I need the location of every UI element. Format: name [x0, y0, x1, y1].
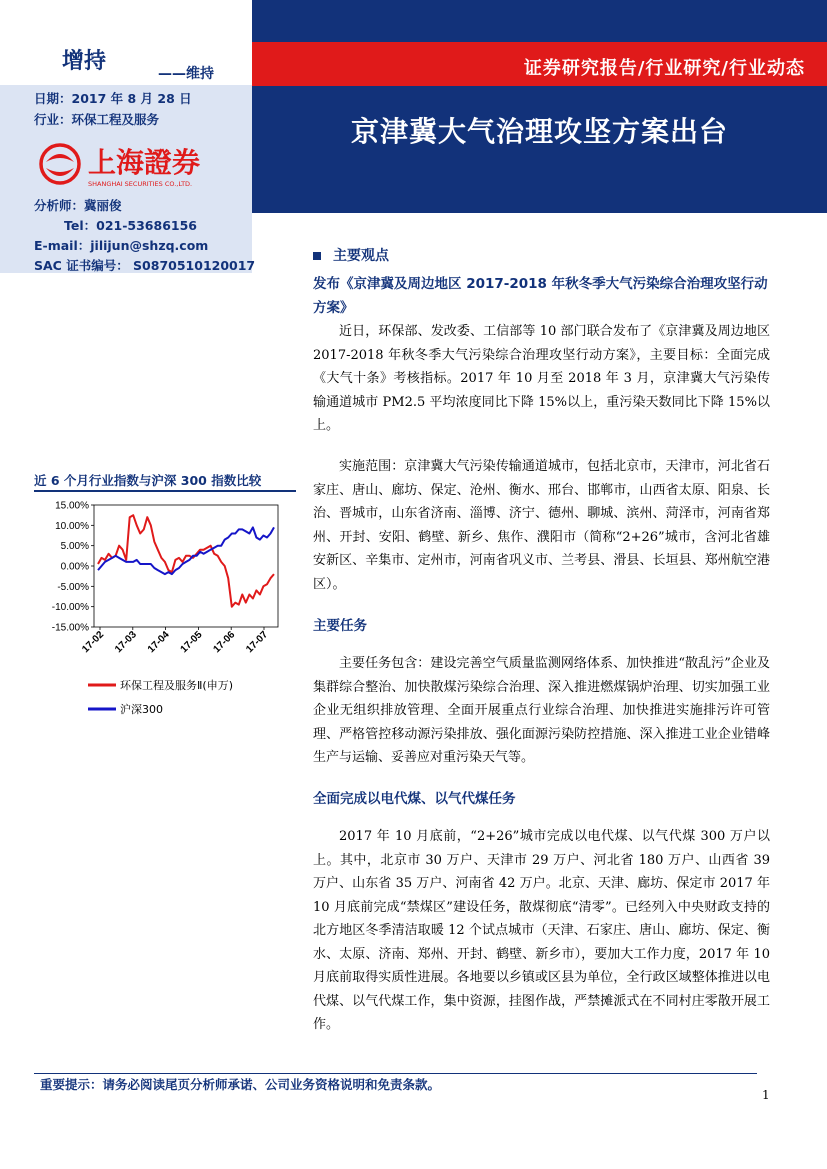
paragraph-scope: 实施范围：京津冀大气污染传输通道城市，包括北京市，天津市，河北省石家庄、唐山、廊坊、保定、沧州、衡水、邢台、邯郸市，山西省太原、阳泉、长治、晋城市，山东省济南、淄博、济宁、德州、聊城、滨州、菏泽市，河南省郑州、开封、安阳、鹤壁、新乡、焦作、濮阳市（简称“2+26”城市，含河北省雄安新区、辛集市、定州市，河南省巩义市、兰考县、滑县、长垣县、郑州航空港区）。 [313, 459, 770, 592]
index-comparison-chart [30, 493, 302, 729]
footer-disclaimer-note: 重要提示：请务必阅读尾页分析师承诺、公司业务资格说明和免责条款。 [40, 1077, 441, 1092]
chart-title: 近 6 个月行业指数与沪深 300 指数比较 [34, 473, 262, 488]
analyst: 分析师：冀丽俊 [34, 198, 122, 213]
logo-name-cn: 上海證券 [88, 146, 201, 179]
sac-number: SAC 证书编号： S0870510120017 [34, 258, 256, 273]
section-title: 主要观点 [333, 248, 389, 264]
x-tick-label: 17-06 [211, 629, 238, 656]
y-tick-label: 15.00% [55, 500, 89, 512]
paragraph-tasks: 主要任务包含：建设完善空气质量监测网络体系、加快推进“散乱污”企业及集群综合整治、加快散煤污染综合治理、深入推进燃煤锅炉治理、切实加强工业企业无组织排放管理、全面开展重点行业综合治理、加快推进实施排污许可管理、严格管控移动源污染排放、强化面源污染防控措施、深入推进工业企业错峰生产与运输、妥善应对重污染天气等。 [313, 656, 770, 765]
legend-label: 沪深300 [120, 703, 163, 716]
subheading-coal-replacement: 全面完成以电代煤、以气代煤任务 [313, 791, 516, 807]
plot-area-frame [94, 505, 278, 627]
section-header [313, 245, 389, 265]
email: E-mail：jilijun@shzq.com [34, 238, 209, 253]
x-tick-label: 17-04 [145, 629, 172, 656]
y-tick-label: 10.00% [55, 520, 89, 532]
y-tick-label: 0.00% [60, 561, 89, 573]
paragraph-coal-replacement: 2017 年 10 月底前，“2+26”城市完成以电代煤、以气代煤 300 万户以上。其中，北京市 30 万户、天津市 29 万户、河北省 180 万户、山西省 39 万户、山东省 35 万户、河南省 42 万户。北京、天津、廊坊、保定市 2017 年 10 月底前完成“禁煤区”建设任务，散煤彻底“清零”。已经列入中央财政支持的北方地区冬季清洁取暖 12 个试点城市（天津、石家庄、唐山、廊坊、保定、衡水、太原、济南、郑州、开封、鹤壁、新乡市），要加大工作力度，2017 年 10 月底前取得实质性进展。各地要以乡镇或区县为单位，全行政区域整体推进以电代煤、以气代煤工作，集中资源，挂图作战，严禁摊派式在不同村庄零散开展工作。 [313, 829, 770, 1032]
series-line-csi300 [98, 527, 274, 574]
y-tick-label: -5.00% [57, 581, 89, 593]
y-tick-label: -10.00% [51, 602, 89, 614]
rating-change: ——维持 [158, 66, 214, 82]
x-tick-label: 17-03 [113, 629, 139, 656]
rating: 增持 [62, 49, 107, 74]
paragraph-goals: 近日，环保部、发改委、工信部等 10 部门联合发布了《京津冀及周边地区 2017-2018 年秋冬季大气污染综合治理攻坚行动方案》，主要目标：全面完成《大气十条》考核指标。2017 年 10 月至 2018 年 3 月，京津冀大气污染传输通道城市 PM2.5 平均浓度同比下降 15%以上，重污染天数同比下降 15%以上。 [313, 324, 770, 433]
chart-title-rule [34, 490, 296, 492]
x-tick-label: 17-07 [244, 629, 271, 656]
report-date: 日期：2017 年 8 月 28 日 [34, 91, 192, 106]
report-category: 证券研究报告/行业研究/行业动态 [523, 58, 805, 79]
footer-rule [34, 1073, 757, 1074]
legend-label: 环保工程及服务Ⅱ(申万) [120, 679, 233, 692]
subheading-main-tasks: 主要任务 [313, 618, 367, 634]
industry: 行业：环保工程及服务 [34, 112, 160, 127]
square-bullet-icon [313, 252, 321, 260]
x-tick-label: 17-05 [178, 629, 205, 656]
x-tick-label: 17-02 [80, 629, 107, 656]
report-title: 京津冀大气治理攻坚方案出台 [350, 115, 728, 148]
subheading-release: 发布《京津冀及周边地区 2017-2018 年秋冬季大气污染综合治理攻坚行动方案》 [313, 276, 768, 316]
y-tick-label: -15.00% [51, 622, 89, 634]
page-number: 1 [762, 1088, 770, 1102]
tel: Tel：021-53686156 [64, 218, 197, 233]
logo-name-en: SHANGHAI SECURITIES CO.,LTD. [88, 180, 193, 188]
shanghai-securities-logo [36, 140, 236, 192]
header-banner [252, 0, 827, 213]
y-tick-label: 5.00% [60, 541, 89, 553]
